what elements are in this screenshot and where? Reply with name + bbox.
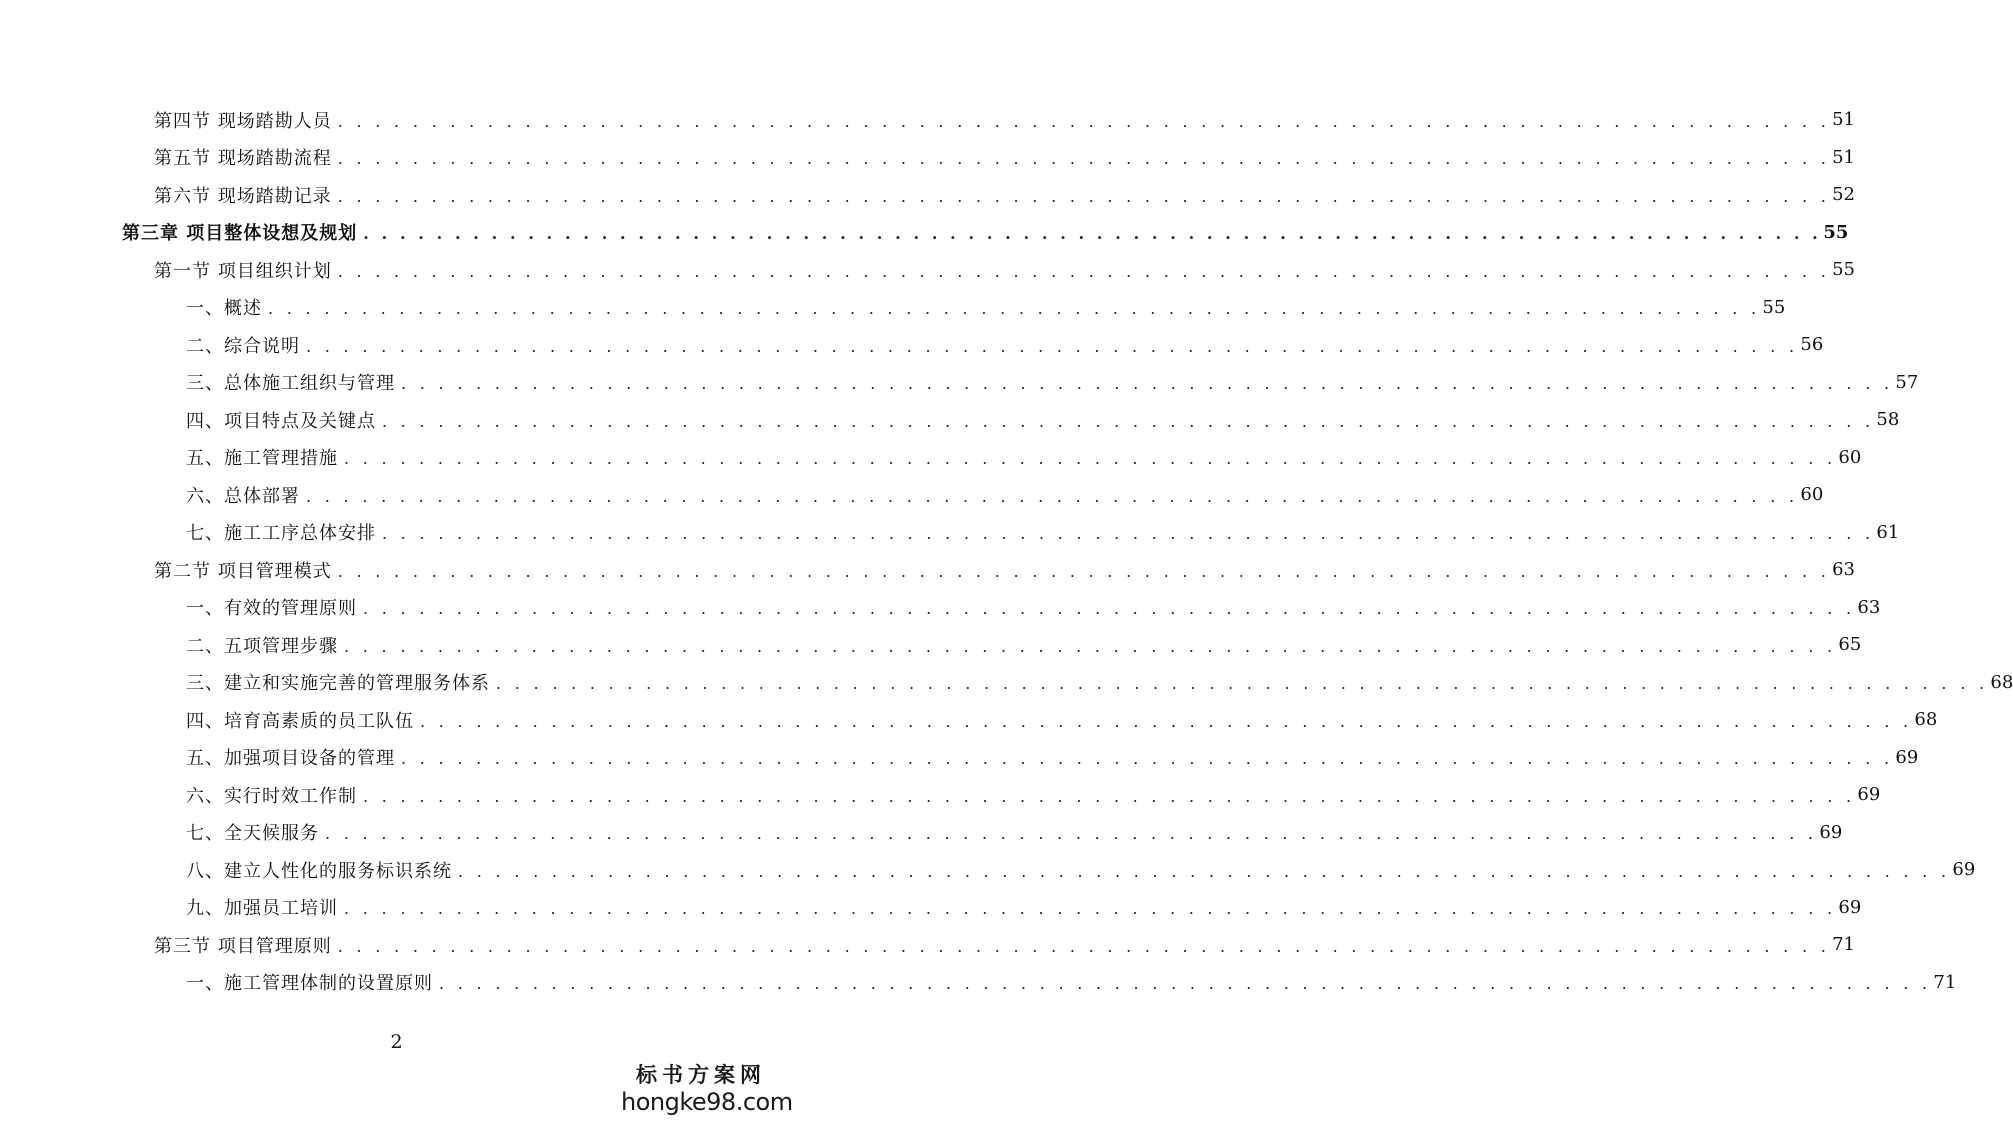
toc-entry-page: 52	[1832, 184, 1856, 206]
toc-subsection-entry[interactable]	[0, 739, 1919, 777]
toc-subsection-entry[interactable]	[0, 964, 1957, 1002]
toc-dot-leader: . . . . . . . . . . . . . . . . . . . . . . . . . . . . . . . . . . . . . . . . . . . . . . . . . . . . . . . . . . . . . . . . . . . . . . . . . . . . . . . .	[325, 824, 1818, 844]
toc-entry-page: 58	[1876, 409, 1900, 431]
toc-chapter-entry[interactable]	[0, 214, 1849, 252]
toc-subsection-entry[interactable]	[0, 589, 1881, 627]
toc-subsection-entry[interactable]	[0, 701, 1938, 739]
toc-entry-title: 一、有效的管理原则	[186, 594, 363, 620]
toc-entry-page: 51	[1832, 146, 1856, 168]
toc-entry-page: 55	[1832, 259, 1856, 281]
toc-entry-title: 九、加强员工培训	[186, 894, 344, 920]
toc-dot-leader: . . . . . . . . . . . . . . . . . . . . . . . . . . . . . . . . . . . . . . . . . . . . . . . . . . . . . . . . . . . . . . . . . . . . . . . . . . . . . . . .	[496, 674, 1989, 694]
toc-dot-leader: . . . . . . . . . . . . . . . . . . . . . . . . . . . . . . . . . . . . . . . . . . . . . . . . . . . . . . . . . . . . . . . . . . . . . . . . . . . . . . . .	[344, 636, 1837, 656]
toc-subsection-entry[interactable]	[0, 439, 1862, 477]
toc-subsection-entry[interactable]	[0, 289, 1786, 327]
toc-entry-title: 八、建立人性化的服务标识系统	[186, 857, 458, 883]
toc-dot-leader: . . . . . . . . . . . . . . . . . . . . . . . . . . . . . . . . . . . . . . . . . . . . . . . . . . . . . . . . . . . . . . . . . . . . . . . . . . . . . . . .	[344, 449, 1837, 469]
toc-entry-title: 六、总体部署	[186, 482, 306, 508]
toc-entry-page: 60	[1838, 446, 1862, 468]
toc-dot-leader: . . . . . . . . . . . . . . . . . . . . . . . . . . . . . . . . . . . . . . . . . . . . . . . . . . . . . . . . . . . . . . . . . . . . . . . . . . . . . . . .	[382, 411, 1875, 431]
toc-entry-page: 57	[1895, 371, 1919, 393]
toc-dot-leader: . . . . . . . . . . . . . . . . . . . . . . . . . . . . . . . . . . . . . . . . . . . . . . . . . . . . . . . . . . . . . . . . . . . . . . . . . . . . . . . .	[344, 899, 1837, 919]
watermark-url: hongke98.com	[621, 1088, 793, 1116]
watermark-site-name: 标书方案网	[636, 1062, 766, 1087]
toc-subsection-entry[interactable]	[0, 364, 1919, 402]
toc-entry-title: 第一节 项目组织计划	[154, 257, 338, 283]
toc-entry-title: 七、施工工序总体安排	[186, 519, 382, 545]
toc-entry-page: 71	[1933, 971, 1957, 993]
toc-entry-title: 三、建立和实施完善的管理服务体系	[186, 669, 496, 695]
toc-section-entry[interactable]	[0, 101, 1856, 139]
toc-dot-leader: . . . . . . . . . . . . . . . . . . . . . . . . . . . . . . . . . . . . . . . . . . . . . . . . . . . . . . . . . . . . . . . . . . . . . . . . . . . . . . . .	[363, 786, 1856, 806]
toc-entry-title: 四、项目特点及关键点	[186, 407, 382, 433]
toc-entry-title: 二、五项管理步骤	[186, 632, 344, 658]
toc-dot-leader: . . . . . . . . . . . . . . . . . . . . . . . . . . . . . . . . . . . . . . . . . . . . . . . . . . . . . . . . . . . . . . . . . . . . . . . . . . . . . . . .	[337, 111, 1831, 131]
toc-dot-leader: . . . . . . . . . . . . . . . . . . . . . . . . . . . . . . . . . . . . . . . . . . . . . . . . . . . . . . . . . . . . . . . . . . . . . . . . . . . . . . . .	[337, 936, 1831, 956]
toc-entry-title: 一、施工管理体制的设置原则	[186, 969, 439, 995]
toc-subsection-entry[interactable]	[0, 401, 1900, 439]
toc-entry-title: 四、培育高素质的员工队伍	[186, 707, 420, 733]
toc-dot-leader: . . . . . . . . . . . . . . . . . . . . . . . . . . . . . . . . . . . . . . . . . . . . . . . . . . . . . . . . . . . . . . . . . . . . . . . . . . . . . . . .	[382, 524, 1875, 544]
toc-entry-page: 69	[1952, 859, 1976, 881]
toc-section-entry[interactable]	[0, 176, 1856, 214]
toc-dot-leader: . . . . . . . . . . . . . . . . . . . . . . . . . . . . . . . . . . . . . . . . . . . . . . . . . . . . . . . . . . . . . . . . . . . . . . . . . . . . . . . .	[401, 374, 1894, 394]
toc-entry-page: 69	[1857, 784, 1881, 806]
toc-section-entry[interactable]	[0, 926, 1856, 964]
toc-entry-title: 七、全天候服务	[186, 819, 325, 845]
toc-entry-page: 55	[1823, 221, 1849, 243]
toc-dot-leader: . . . . . . . . . . . . . . . . . . . . . . . . . . . . . . . . . . . . . . . . . . . . . . . . . . . . . . . . . . . . . . . . . . . . . . . . . . . . . . . .	[439, 974, 1932, 994]
toc-entry-title: 第二节 项目管理模式	[154, 557, 338, 583]
toc-subsection-entry[interactable]	[0, 776, 1881, 814]
toc-dot-leader: . . . . . . . . . . . . . . . . . . . . . . . . . . . . . . . . . . . . . . . . . . . . . . . . . . . . . . . . . . . . . . . . . . . . . . . . . . . . . . . .	[337, 561, 1831, 581]
watermark	[621, 1062, 793, 1116]
toc-entry-title: 五、施工管理措施	[186, 444, 344, 470]
toc-entry-page: 71	[1832, 934, 1856, 956]
toc-subsection-entry[interactable]	[0, 476, 1824, 514]
toc-entry-page: 68	[1914, 709, 1938, 731]
toc-entry-title: 五、加强项目设备的管理	[186, 744, 401, 770]
toc-section-entry[interactable]	[0, 551, 1856, 589]
toc-entry-page: 69	[1819, 821, 1843, 843]
toc-dot-leader: . . . . . . . . . . . . . . . . . . . . . . . . . . . . . . . . . . . . . . . . . . . . . . . . . . . . . . . . . . . . . . . . . . . . . . . . . . . . . . . .	[306, 486, 1799, 506]
toc-entry-title: 二、综合说明	[186, 332, 306, 358]
toc-entry-title: 六、实行时效工作制	[186, 782, 363, 808]
toc-subsection-entry[interactable]	[0, 851, 1976, 889]
toc-entry-title: 一、概述	[186, 294, 268, 320]
toc-dot-leader: . . . . . . . . . . . . . . . . . . . . . . . . . . . . . . . . . . . . . . . . . . . . . . . . . . . . . . . . . . . . . . . . . . . . . . . . . . . . . . . .	[363, 224, 1822, 244]
toc-dot-leader: . . . . . . . . . . . . . . . . . . . . . . . . . . . . . . . . . . . . . . . . . . . . . . . . . . . . . . . . . . . . . . . . . . . . . . . . . . . . . . . .	[363, 599, 1856, 619]
toc-entry-page: 65	[1838, 634, 1862, 656]
toc-entry-page: 51	[1832, 109, 1856, 131]
toc-dot-leader: . . . . . . . . . . . . . . . . . . . . . . . . . . . . . . . . . . . . . . . . . . . . . . . . . . . . . . . . . . . . . . . . . . . . . . . . . . . . . . . .	[337, 261, 1831, 281]
toc-entry-page: 69	[1838, 896, 1862, 918]
toc-subsection-entry[interactable]	[0, 889, 1862, 927]
toc-entry-page: 55	[1762, 296, 1786, 318]
toc-entry-page: 68	[1990, 671, 2013, 693]
toc-dot-leader: . . . . . . . . . . . . . . . . . . . . . . . . . . . . . . . . . . . . . . . . . . . . . . . . . . . . . . . . . . . . . . . . . . . . . . . . . . . . . . . .	[337, 149, 1831, 169]
toc-dot-leader: . . . . . . . . . . . . . . . . . . . . . . . . . . . . . . . . . . . . . . . . . . . . . . . . . . . . . . . . . . . . . . . . . . . . . . . . . . . . . . . .	[268, 299, 1761, 319]
toc-subsection-entry[interactable]	[0, 626, 1862, 664]
toc-subsection-entry[interactable]	[0, 326, 1824, 364]
toc-entry-title: 第三节 项目管理原则	[154, 932, 338, 958]
toc-entry-title: 第四节 现场踏勘人员	[154, 107, 338, 133]
table-of-contents	[0, 101, 2013, 1001]
toc-dot-leader: . . . . . . . . . . . . . . . . . . . . . . . . . . . . . . . . . . . . . . . . . . . . . . . . . . . . . . . . . . . . . . . . . . . . . . . . . . . . . . . .	[306, 336, 1799, 356]
toc-entry-title: 三、总体施工组织与管理	[186, 369, 401, 395]
toc-entry-title: 第三章 项目整体设想及规划	[122, 219, 363, 245]
toc-dot-leader: . . . . . . . . . . . . . . . . . . . . . . . . . . . . . . . . . . . . . . . . . . . . . . . . . . . . . . . . . . . . . . . . . . . . . . . . . . . . . . . .	[420, 711, 1913, 731]
toc-entry-page: 63	[1857, 596, 1881, 618]
toc-entry-page: 60	[1800, 484, 1824, 506]
toc-entry-page: 61	[1876, 521, 1900, 543]
toc-entry-page: 56	[1800, 334, 1824, 356]
toc-subsection-entry[interactable]	[0, 514, 1900, 552]
toc-subsection-entry[interactable]	[0, 664, 2013, 702]
toc-entry-title: 第六节 现场踏勘记录	[154, 182, 338, 208]
toc-entry-page: 63	[1832, 559, 1856, 581]
toc-entry-page: 69	[1895, 746, 1919, 768]
toc-dot-leader: . . . . . . . . . . . . . . . . . . . . . . . . . . . . . . . . . . . . . . . . . . . . . . . . . . . . . . . . . . . . . . . . . . . . . . . . . . . . . . . .	[458, 861, 1951, 881]
page-number: 2	[390, 1031, 403, 1053]
toc-dot-leader: . . . . . . . . . . . . . . . . . . . . . . . . . . . . . . . . . . . . . . . . . . . . . . . . . . . . . . . . . . . . . . . . . . . . . . . . . . . . . . . .	[337, 186, 1831, 206]
toc-section-entry[interactable]	[0, 251, 1856, 289]
toc-subsection-entry[interactable]	[0, 814, 1843, 852]
toc-entry-title: 第五节 现场踏勘流程	[154, 144, 338, 170]
toc-section-entry[interactable]	[0, 139, 1856, 177]
toc-dot-leader: . . . . . . . . . . . . . . . . . . . . . . . . . . . . . . . . . . . . . . . . . . . . . . . . . . . . . . . . . . . . . . . . . . . . . . . . . . . . . . . .	[401, 749, 1894, 769]
